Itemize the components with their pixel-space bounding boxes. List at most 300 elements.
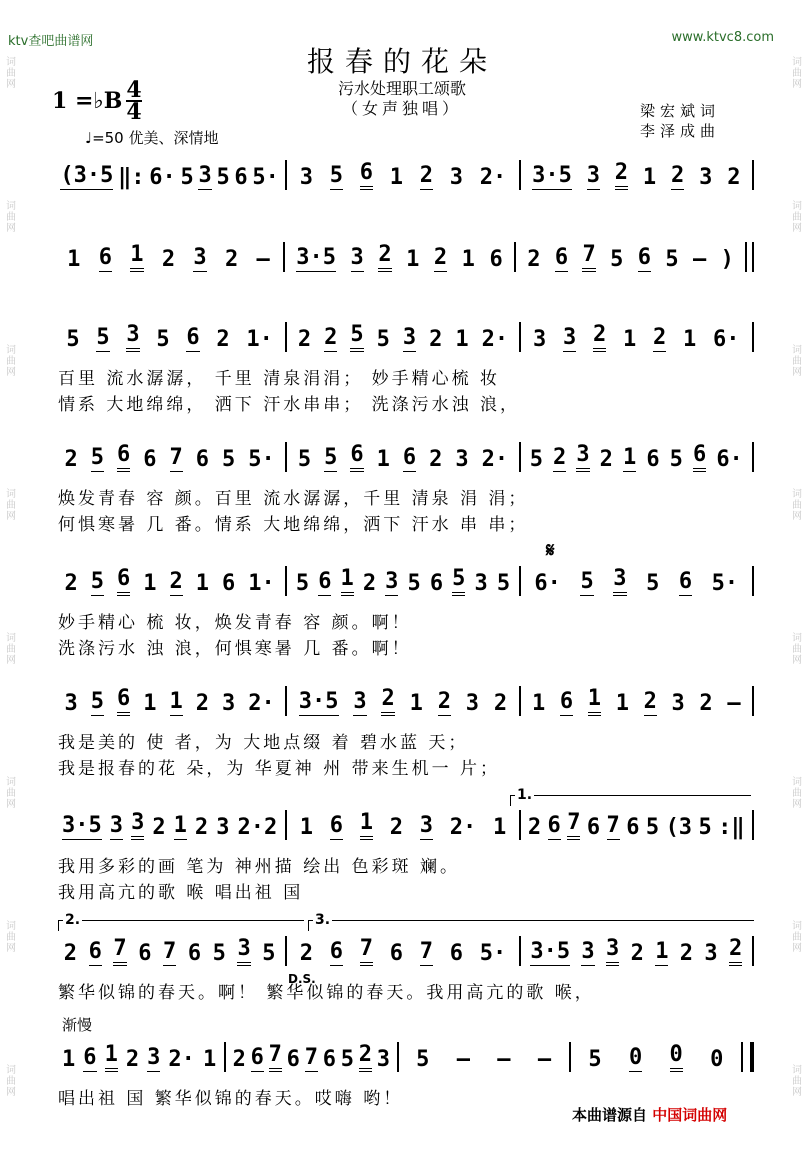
note-token: 5 [376, 327, 390, 352]
notation-row [58, 1032, 758, 1072]
notation-row [58, 800, 758, 840]
note-token: 3 [299, 165, 313, 190]
note-token: 6 [286, 1047, 300, 1072]
note-token: 3 [402, 325, 417, 350]
note-token: 2 [64, 447, 78, 472]
note-token: 5 [329, 163, 343, 188]
measure [403, 1047, 565, 1072]
measure [291, 442, 514, 472]
lyric-line: 妙手精心 梳 妆，焕发青春 容 颜。啊！ [58, 613, 412, 633]
note-token: 6 [222, 571, 236, 596]
bar-line [514, 242, 516, 272]
note-token: 3 [581, 939, 595, 964]
lyric-line: 我是报春的花 朵，为 华夏神 州 带来生机一 片； [58, 759, 501, 779]
note-token: – [256, 247, 270, 272]
note-token: 1 [130, 242, 143, 272]
watermark-top-left: ktv查吧曲谱网 [8, 34, 94, 49]
note-token: 1 [623, 327, 637, 352]
note-token: 3 [586, 163, 600, 188]
bar-line [741, 1042, 754, 1072]
side-watermark-right [788, 0, 802, 1153]
side-watermark-text: 词曲网 [3, 632, 15, 666]
note-token: 6 [547, 813, 561, 838]
note-token: 0 [670, 1042, 683, 1072]
note-token: 3 [606, 936, 619, 966]
note-token: 1 [202, 1047, 217, 1072]
note-token: 5 [416, 1047, 430, 1072]
tempo-marking: ♩=50 优美、深情地 [85, 129, 219, 147]
note-token: 2 [378, 242, 391, 272]
note-token: 5 [180, 165, 194, 190]
note-token: 6 [88, 939, 102, 964]
note-token: – [537, 1047, 552, 1072]
side-watermark-text: 词曲网 [789, 632, 801, 666]
lyric-line: 我用高亢的歌 喉 唱出祖 国 [58, 883, 304, 903]
note-token: 5 [496, 571, 511, 596]
note-token: ‖: [118, 165, 145, 190]
note-token: 6 [693, 442, 706, 472]
note-token: 1 [143, 691, 157, 716]
bar-line [519, 686, 521, 716]
note-token: 2 [169, 569, 183, 594]
time-signature [126, 77, 142, 125]
note-token: 5 [610, 247, 624, 272]
note-token: 1 [389, 165, 403, 190]
note-token: 3 [419, 813, 433, 838]
note-token: (3 [665, 815, 693, 840]
note-token: 5 [96, 325, 110, 350]
note-token: 1 [169, 689, 183, 714]
note-token: 5 [452, 566, 465, 596]
side-watermark-text: 词曲网 [3, 776, 15, 810]
notation-row [58, 432, 758, 472]
note-token: 1 [642, 165, 657, 190]
note-token: 3 [109, 813, 124, 838]
song-title: 报春的花朵 [306, 45, 497, 78]
note-token: 2 [359, 1042, 372, 1072]
side-watermark-left [2, 0, 16, 1153]
bar-line [519, 936, 521, 966]
note-token: 3·5 [532, 163, 572, 188]
side-watermark-text: 词曲网 [3, 920, 15, 954]
note-token: 3 [193, 245, 207, 270]
lyric-line: 何惧寒暑 几 番。情系 大地绵绵，洒下 汗水 串 串； [58, 515, 529, 535]
note-token: 2 [433, 245, 448, 270]
measure [520, 242, 741, 272]
note-token: 1 [195, 571, 209, 596]
note-token: 2· [481, 447, 509, 472]
note-token: 5 [156, 327, 170, 352]
side-watermark-text: 词曲网 [789, 776, 801, 810]
note-token: 3·5 [530, 939, 571, 964]
lyric-line: 我是美的 使 者，为 大地点缀 着 碧水蓝 天； [58, 733, 469, 753]
note-token: 7 [360, 936, 373, 966]
note-token: 6 [234, 165, 248, 190]
note-token: 2·2 [237, 815, 278, 840]
note-token: 5 [588, 1047, 602, 1072]
bar-line [752, 322, 754, 352]
note-token: 3 [198, 163, 212, 188]
measure [58, 810, 281, 840]
bar-line [519, 322, 521, 352]
note-token: 2 [599, 447, 613, 472]
lyric-line: 百里 流水潺潺， 千里 清泉涓涓； 妙手精心梳 妆 [58, 369, 501, 389]
source-footer [572, 1104, 727, 1125]
note-token: 6 [360, 160, 373, 190]
note-token: 3 [563, 325, 577, 350]
measure [291, 810, 514, 840]
rit-marking: 渐慢 [62, 1016, 93, 1034]
note-token: 6· [534, 571, 561, 596]
side-watermark-text: 词曲网 [3, 487, 15, 521]
notation-row [58, 150, 758, 190]
note-token: 6 [678, 569, 693, 594]
note-token: 2 [727, 165, 741, 190]
note-token: 3 [699, 165, 713, 190]
song-subtitle: 污水处理职工颂歌 [337, 79, 466, 98]
lyric-line: 情系 大地绵绵， 洒下 汗水串串； 洗涤污水浊 浪， [58, 395, 521, 415]
note-token: 6 [389, 941, 403, 966]
measure [291, 566, 514, 596]
note-token: 2 [232, 1047, 246, 1072]
lyric-line: 我用多彩的画 笔为 神州描 绘出 色彩斑 斓。 [58, 857, 461, 877]
note-token: 1 [67, 247, 81, 272]
note-token: 2 [653, 325, 667, 350]
note-token: 1· [248, 571, 275, 596]
note-token: 6 [138, 941, 152, 966]
note-token: 2 [64, 571, 78, 596]
measure [291, 160, 514, 190]
note-token: 2 [553, 445, 567, 470]
measure [58, 936, 281, 966]
note-token: 5 [646, 571, 660, 596]
note-token: 2 [615, 160, 628, 190]
measure [525, 566, 748, 596]
note-token: 5 [407, 571, 421, 596]
notation-row [58, 676, 758, 716]
note-token: 6 [626, 815, 640, 840]
bar-line [752, 936, 754, 966]
bar-line [285, 566, 287, 596]
note-token: 2 [389, 815, 403, 840]
note-token: 6 [586, 815, 601, 840]
note-token: 0 [710, 1047, 724, 1072]
note-token: 3 [455, 447, 469, 472]
bar-line [519, 442, 521, 472]
note-token: 2 [699, 691, 713, 716]
note-token: 2 [362, 571, 377, 596]
side-watermark-text: 词曲网 [3, 55, 15, 89]
measure [575, 1042, 737, 1072]
note-token: 5 [665, 247, 679, 272]
measure [525, 160, 748, 190]
note-token: 6· [713, 327, 740, 352]
note-token: 3 [576, 442, 589, 472]
bar-line [397, 1042, 399, 1072]
note-token: 3·5 [298, 689, 339, 714]
note-token: 6· [716, 447, 743, 472]
note-token: 6 [350, 442, 363, 472]
note-token: 1 [531, 691, 546, 716]
note-token: 7 [163, 939, 177, 964]
note-token: 2 [381, 686, 394, 716]
note-token: 5 [295, 571, 310, 596]
note-token: 3 [131, 810, 144, 840]
note-token: – [692, 247, 707, 272]
note-token: 6 [83, 1045, 97, 1070]
note-token: 7 [419, 939, 433, 964]
note-token: 3 [216, 815, 230, 840]
note-token: 5 [324, 445, 338, 470]
measure [289, 242, 510, 272]
note-token: 5· [252, 165, 279, 190]
bar-line [283, 242, 285, 272]
note-token: 2 [152, 815, 166, 840]
lyric-line: 唱出祖 国 繁华似锦的春天。哎嗨 哟！ [58, 1089, 404, 1109]
lyric-line: 洗涤污水 浊 浪，何惧寒暑 几 番。啊！ [58, 639, 412, 659]
volta-3-label: 3. [315, 912, 331, 928]
measure [58, 242, 279, 272]
note-token: 2 [324, 325, 338, 350]
measure [58, 322, 281, 352]
note-token: 5 [212, 941, 226, 966]
note-token: 3 [385, 569, 399, 594]
bar-line [745, 242, 754, 272]
note-token: 3·5 [296, 245, 337, 270]
note-token: 2· [449, 815, 477, 840]
volta-2-label: 2. [65, 912, 81, 928]
note-token: – [497, 1047, 511, 1072]
side-watermark-text: 词曲网 [789, 199, 801, 233]
note-token: 5 [350, 322, 363, 352]
notation-row [58, 312, 758, 352]
volta-2 [58, 912, 304, 931]
note-token: 3 [147, 1045, 161, 1070]
note-token: 5 [262, 941, 276, 966]
note-token: 1 [173, 813, 187, 838]
note-token: 3 [449, 165, 463, 190]
bar-line [752, 160, 754, 190]
note-token: 3 [350, 245, 364, 270]
note-token: 3 [126, 322, 139, 352]
side-watermark-text: 词曲网 [789, 920, 801, 954]
note-token: 7 [606, 813, 620, 838]
note-token: 2 [643, 689, 657, 714]
note-token: 2 [630, 941, 644, 966]
measure [58, 442, 281, 472]
note-token: 6 [195, 447, 209, 472]
note-token: 5· [711, 571, 739, 596]
note-token: 1 [623, 445, 637, 470]
note-token: 1 [492, 815, 507, 840]
measure [58, 566, 281, 596]
note-token: 2 [437, 689, 451, 714]
note-token: 1 [683, 327, 697, 352]
note-token: 1 [360, 810, 373, 840]
note-token: 2· [168, 1047, 195, 1072]
composer-credit: 李泽成曲 [640, 122, 721, 140]
note-token: 1 [62, 1047, 76, 1072]
note-token: 5 [66, 327, 80, 352]
note-token: 6 [187, 941, 202, 966]
note-token: 7 [269, 1042, 282, 1072]
note-token: 3 [237, 936, 250, 966]
note-token: 1 [376, 447, 390, 472]
measure [525, 810, 748, 840]
bar-line [752, 810, 754, 840]
volta-3 [308, 912, 754, 931]
note-token: 3 [222, 691, 236, 716]
note-token: 2 [63, 941, 78, 966]
note-token: 2 [593, 322, 606, 352]
note-token: 3 [376, 1047, 390, 1072]
note-token: 1 [461, 247, 475, 272]
note-token: 5 [645, 815, 660, 840]
side-watermark-text: 词曲网 [789, 55, 801, 89]
source-site: 中国词曲网 [652, 1106, 728, 1124]
bar-line [519, 160, 521, 190]
bar-line [285, 936, 287, 966]
bar-line [285, 160, 287, 190]
measure [525, 442, 748, 472]
note-token: 2 [679, 941, 694, 966]
measure [291, 936, 514, 966]
note-token: 1 [409, 691, 423, 716]
note-token: 2 [224, 247, 239, 272]
source-label: 本曲谱源自 [572, 1106, 648, 1124]
note-token: – [727, 691, 741, 716]
bar-line [224, 1042, 226, 1072]
ds-marking: D.S. [288, 972, 316, 986]
note-token: 2 [299, 941, 313, 966]
notation-row [58, 232, 758, 272]
bar-line [519, 810, 521, 840]
note-token: 6 [117, 686, 130, 716]
side-watermark-text: 词曲网 [3, 1064, 15, 1098]
note-token: 3 [64, 691, 78, 716]
lyricist-credit: 梁宏斌词 [640, 102, 721, 120]
volta-1 [510, 787, 751, 806]
measure [291, 686, 514, 716]
note-token: 2 [729, 936, 742, 966]
note-token: 1 [143, 571, 157, 596]
note-token: 5 [216, 165, 230, 190]
measure [58, 1042, 220, 1072]
side-watermark-text: 词曲网 [789, 487, 801, 521]
note-token: 1 [588, 686, 601, 716]
bar-line [752, 686, 754, 716]
note-token: 1 [455, 327, 469, 352]
note-token: 2· [481, 327, 509, 352]
note-token: 5· [479, 941, 507, 966]
note-token: 6 [637, 245, 651, 270]
note-token: 5 [90, 569, 104, 594]
note-token: :‖ [718, 815, 745, 840]
bar-line [285, 442, 287, 472]
note-token: 6 [318, 569, 332, 594]
note-token: ) [720, 247, 734, 272]
watermark-top-right: www.ktvc8.com [671, 30, 774, 45]
notation-row [58, 926, 758, 966]
note-token: 6 [646, 447, 660, 472]
note-token: 6 [117, 566, 130, 596]
note-token: 0 [628, 1045, 643, 1070]
note-token: 2 [194, 815, 209, 840]
note-token: 2· [479, 165, 507, 190]
time-bottom: 4 [126, 99, 142, 125]
measure [525, 686, 748, 716]
note-token: 5 [698, 815, 712, 840]
measure [58, 686, 281, 716]
volta-1-label: 1. [517, 787, 533, 803]
note-token: 7 [582, 242, 595, 272]
note-token: 2 [161, 247, 176, 272]
note-token: 2 [429, 327, 443, 352]
note-token: 6 [554, 245, 569, 270]
note-token: 2 [195, 691, 209, 716]
performance-note: （女声独唱） [341, 99, 462, 118]
note-token: 5 [90, 445, 104, 470]
note-token: 5 [90, 689, 104, 714]
note-token: 1 [615, 691, 629, 716]
measure [230, 1042, 392, 1072]
note-token: 6 [186, 325, 200, 350]
note-token: 5 [529, 447, 543, 472]
note-token: 1 [406, 247, 420, 272]
note-token: – [456, 1047, 470, 1072]
note-token: 3 [613, 566, 626, 596]
note-token: 5 [580, 569, 594, 594]
note-token: 6 [322, 1047, 336, 1072]
note-token: 3 [474, 571, 488, 596]
note-token: 1· [246, 327, 273, 352]
note-token: 7 [567, 810, 580, 840]
note-token: 3 [704, 941, 718, 966]
note-token: 5 [222, 447, 236, 472]
note-token: 7 [113, 936, 126, 966]
note-token: 5 [669, 447, 683, 472]
bar-line [569, 1042, 571, 1072]
side-watermark-text: 词曲网 [3, 343, 15, 377]
bar-line [519, 566, 521, 596]
note-token: 6 [559, 689, 574, 714]
note-token: 6 [98, 245, 112, 270]
side-watermark-text: 词曲网 [789, 1064, 801, 1098]
bar-line [285, 686, 287, 716]
bar-line [752, 442, 754, 472]
side-watermark-text: 词曲网 [789, 343, 801, 377]
time-top: 4 [126, 77, 142, 103]
note-token: 6 [117, 442, 130, 472]
bar-line [285, 810, 287, 840]
note-token: 5 [340, 1047, 354, 1072]
bar-line [285, 322, 287, 352]
note-token: 7 [169, 445, 183, 470]
note-token: 3 [671, 691, 685, 716]
note-token: 6 [449, 941, 463, 966]
note-token: 1 [105, 1042, 118, 1072]
note-token: 6 [329, 813, 343, 838]
note-token: 3·5 [62, 813, 102, 838]
note-token: 2· [248, 691, 275, 716]
note-token: 2 [527, 815, 542, 840]
measure [291, 322, 514, 352]
note-token: 6 [329, 939, 343, 964]
note-token: 2 [125, 1047, 140, 1072]
note-token: 3 [465, 691, 480, 716]
note-token: 2 [671, 163, 685, 188]
measure [58, 163, 281, 190]
